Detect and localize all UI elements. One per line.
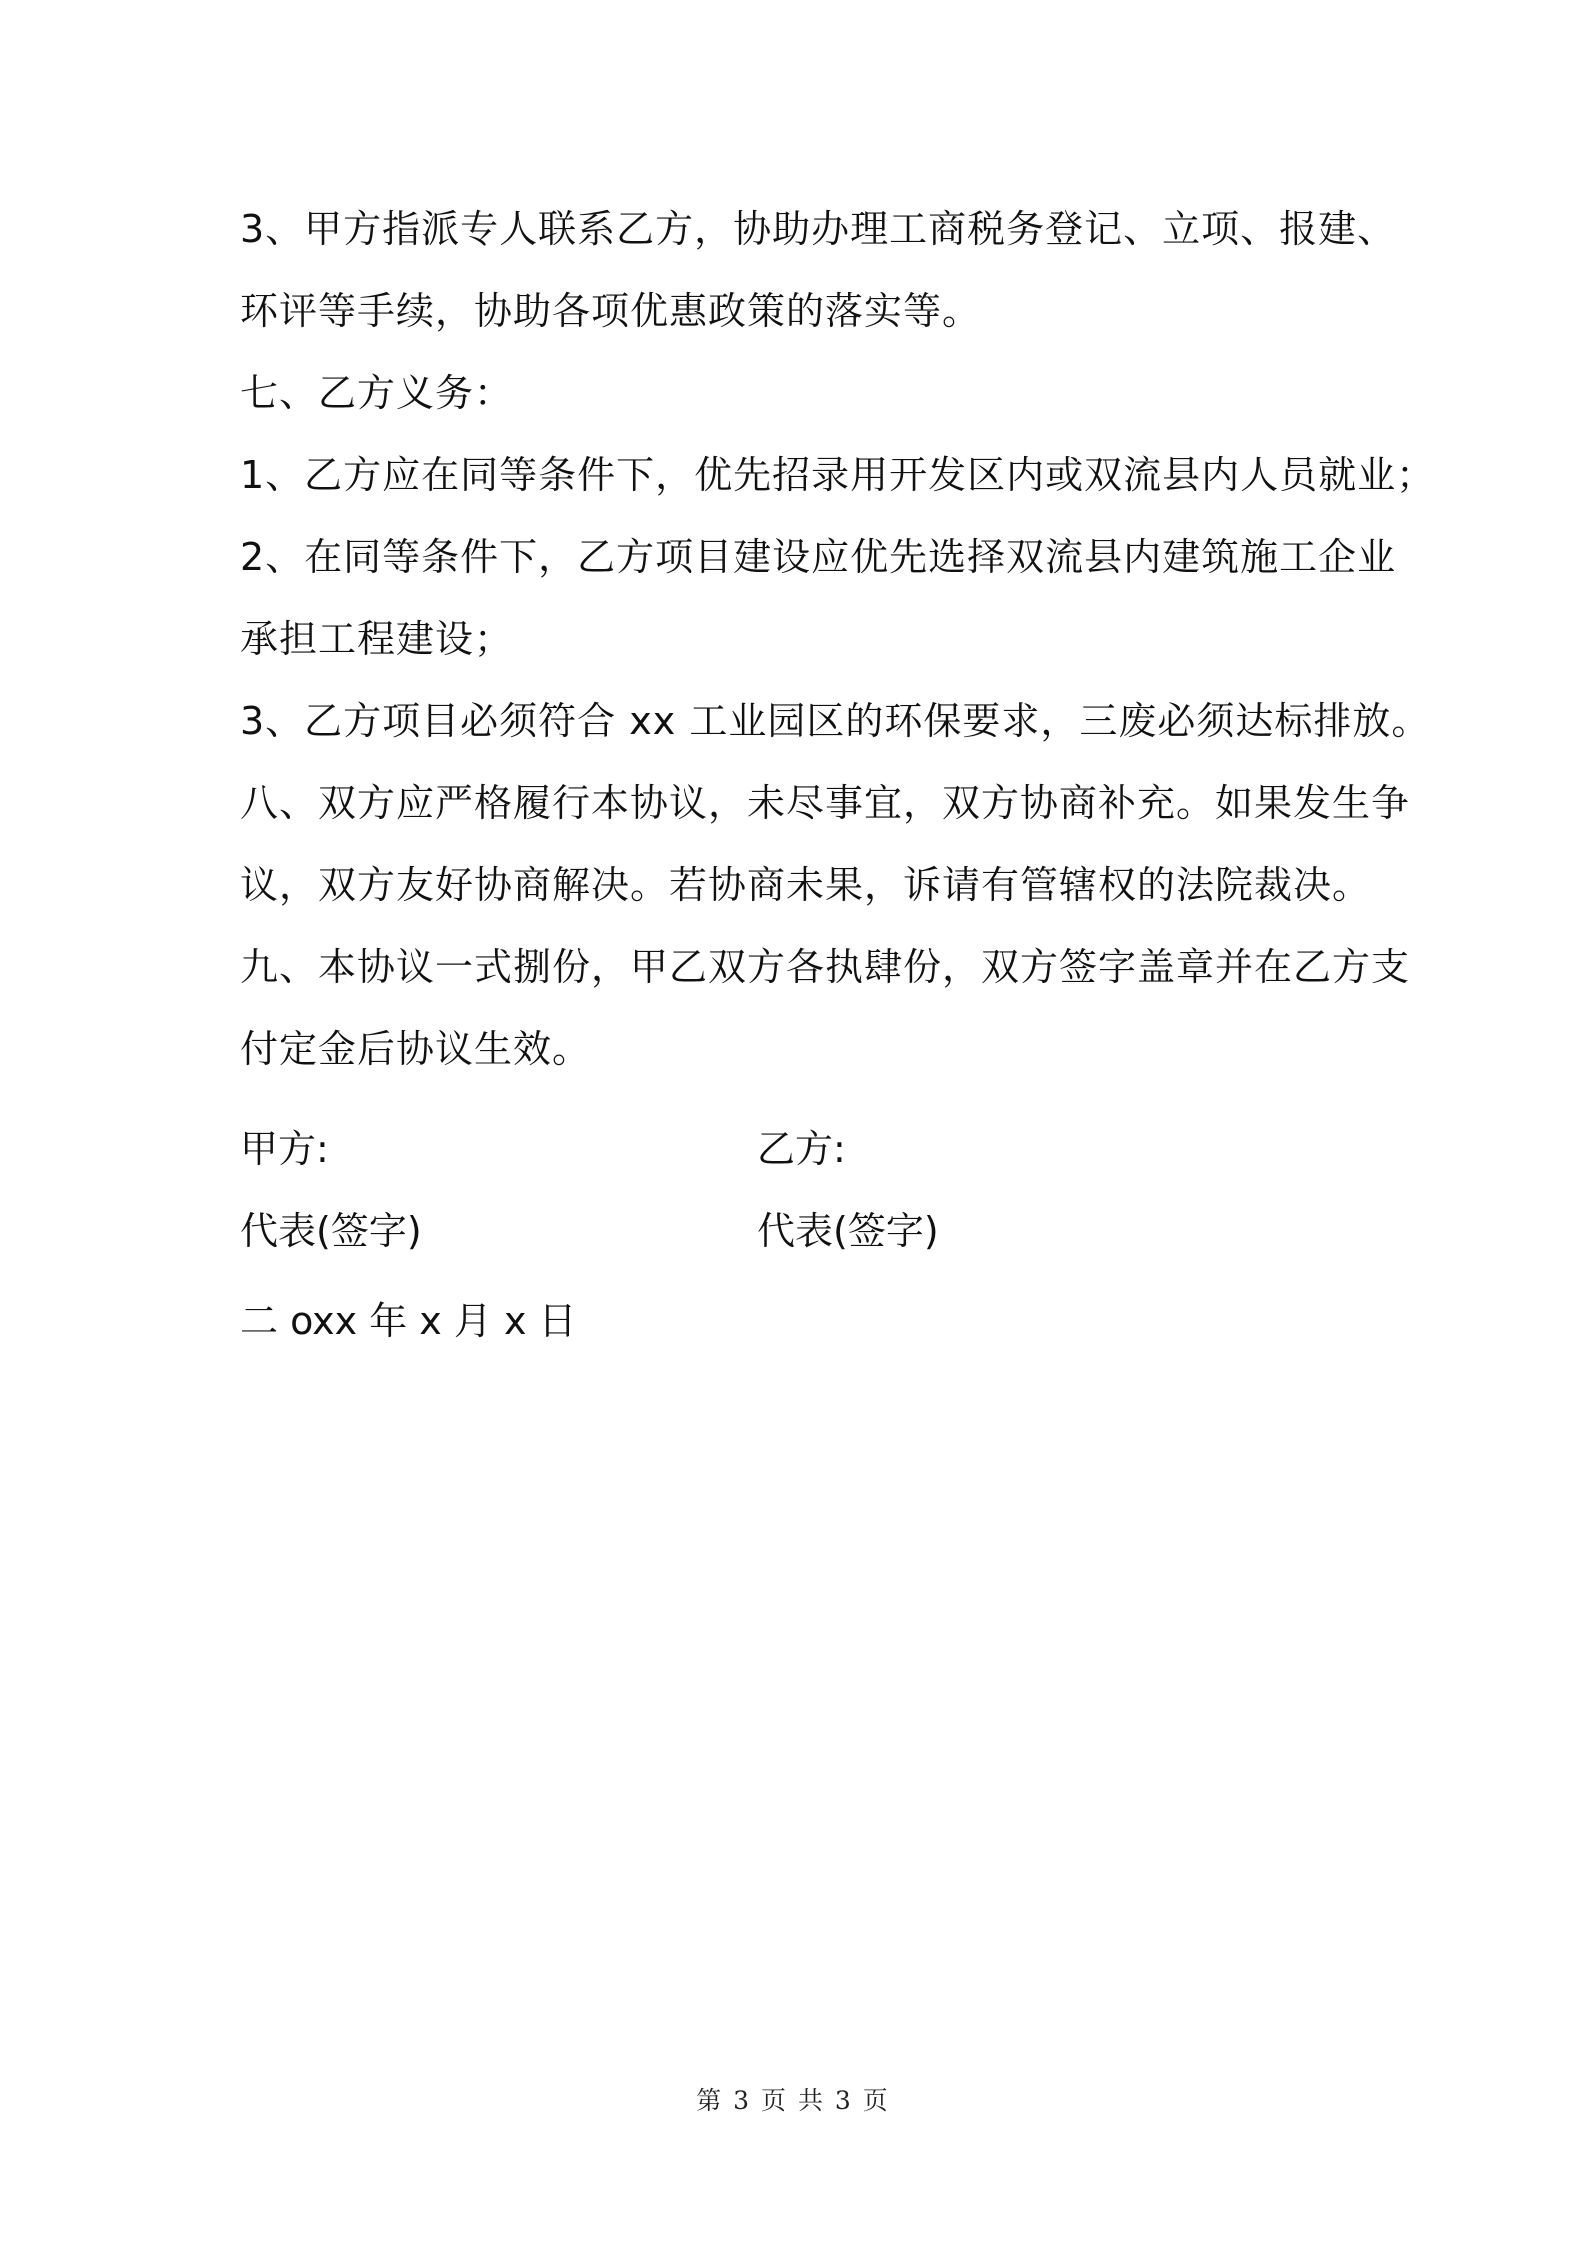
section-9-line-1: 九、本协议一式捌份，甲乙双方各执肆份，双方签字盖章并在乙方支 — [240, 945, 1411, 989]
clause-b-1: 1、乙方应在同等条件下，优先招录用开发区内或双流县内人员就业； — [240, 453, 1436, 497]
clause-7-3-line-1: 3、甲方指派专人联系乙方，协助办理工商税务登记、立项、报建、 — [240, 207, 1397, 251]
clause-b-2-line-1: 2、在同等条件下，乙方项目建设应优先选择双流县内建筑施工企业 — [240, 535, 1397, 579]
agreement-date: 二 oxx 年 x 月 x 日 — [240, 1299, 577, 1343]
clause-7-3-line-2: 环评等手续，协助各项优惠政策的落实等。 — [240, 289, 982, 333]
section-heading-party-b-obligations: 七、乙方义务： — [240, 371, 514, 415]
clause-b-2-line-2: 承担工程建设； — [240, 617, 514, 661]
page-number-footer: 第 3 页 共 3 页 — [696, 2086, 890, 2115]
clause-b-3: 3、乙方项目必须符合 xx 工业园区的环保要求，三废必须达标排放。 — [240, 699, 1431, 743]
party-b-label: 乙方: — [757, 1127, 846, 1171]
section-9-line-2: 付定金后协议生效。 — [240, 1027, 592, 1071]
section-8-line-1: 八、双方应严格履行本协议，未尽事宜，双方协商补充。如果发生争 — [240, 781, 1411, 825]
party-b-representative-signature: 代表(签字) — [757, 1209, 939, 1253]
party-a-representative-signature: 代表(签字) — [240, 1209, 422, 1253]
section-8-line-2: 议，双方友好协商解决。若协商未果，诉请有管辖权的法院裁决。 — [240, 863, 1372, 907]
party-a-label: 甲方: — [240, 1127, 329, 1171]
